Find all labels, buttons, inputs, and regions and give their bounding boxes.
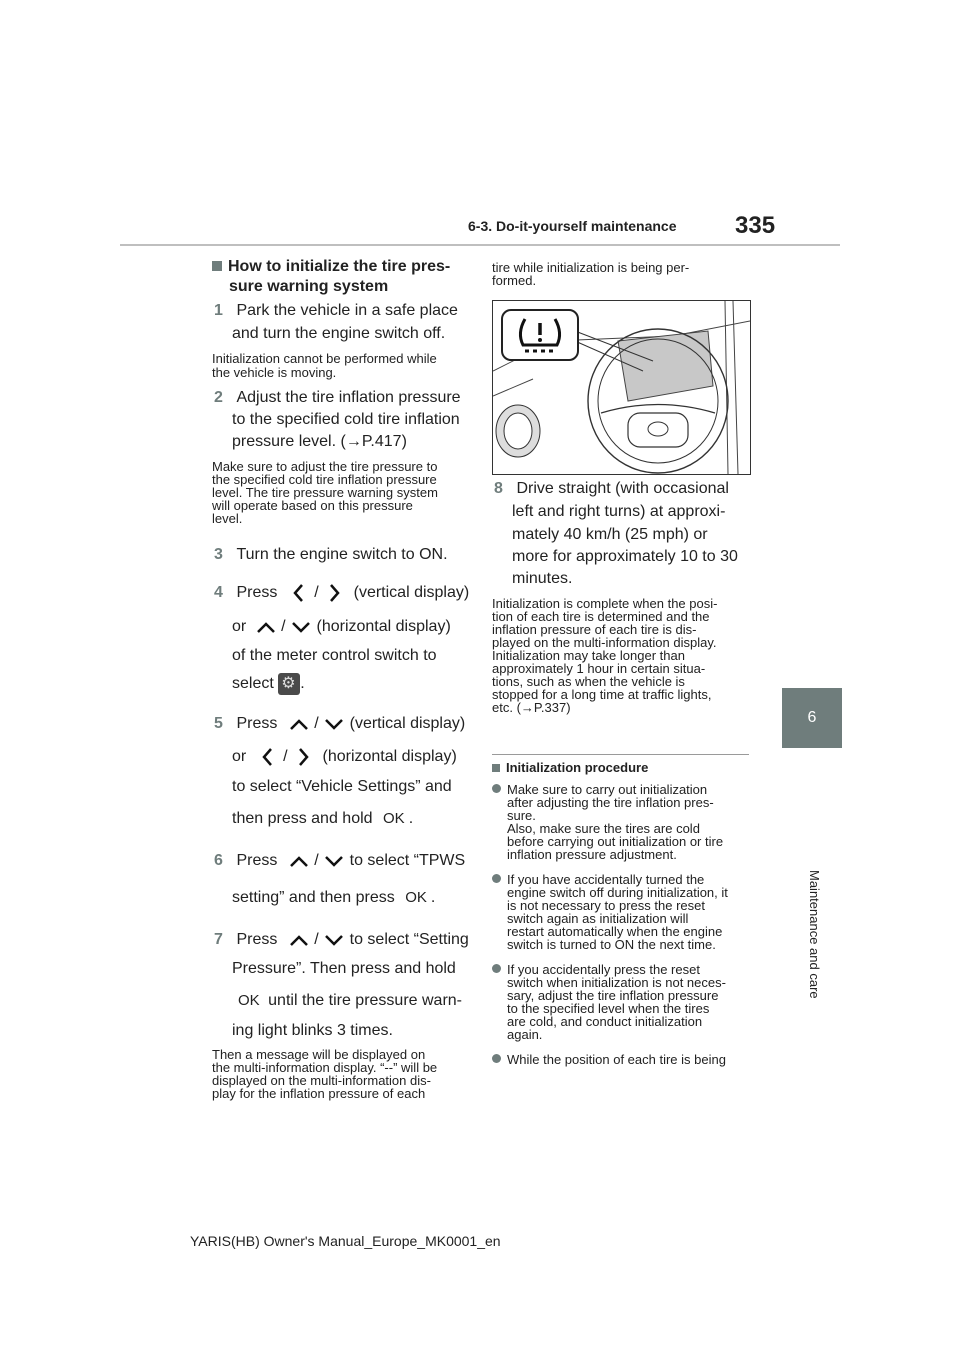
bullet-4-line1: While the position of each tire is being bbox=[492, 1053, 726, 1066]
ok-button-icon: OK bbox=[405, 889, 427, 906]
step-7-line2: Pressure”. Then press and hold bbox=[232, 960, 456, 977]
chevron-down-icon bbox=[323, 715, 345, 733]
step-4-line4: select ⚙ . bbox=[232, 673, 305, 695]
bullet-3-line2: switch when initialization is not neces- bbox=[507, 975, 726, 990]
heading-initialize-cont: sure warning system bbox=[229, 278, 389, 295]
bullet-1-line2: after adjusting the tire inflation pres- bbox=[507, 795, 714, 810]
settings-gear-icon bbox=[278, 673, 300, 695]
step-7-line4: ing light blinks 3 times. bbox=[232, 1022, 393, 1039]
bullet-3-line3: sary, adjust the tire inflation pressure bbox=[507, 988, 719, 1003]
step-5-line2: or / (horizontal display) bbox=[232, 746, 457, 768]
bullet-2-line4: switch again as initialization will bbox=[507, 911, 689, 926]
bullet-1-line6: inflation pressure adjustment. bbox=[507, 847, 677, 862]
bullet-1-line5: before carrying out initialization or tire bbox=[507, 834, 724, 849]
note-8-line3: inflation pressure of each tire is dis- bbox=[492, 622, 697, 637]
chevron-up-icon bbox=[288, 931, 310, 949]
note-8-line2: tion of each tire is determined and the bbox=[492, 609, 710, 624]
chevron-down-icon bbox=[290, 618, 312, 636]
page-number: 335 bbox=[735, 212, 776, 239]
cont-line2: formed. bbox=[492, 273, 537, 288]
note-8-line7: tions, such as when the vehicle is bbox=[492, 674, 685, 689]
note-2-line2: the specified cold tire inflation pressure bbox=[212, 472, 437, 487]
bullet-3-line5: are cold, and conduct initialization bbox=[507, 1014, 703, 1029]
chapter-number: 6 bbox=[807, 709, 817, 726]
tire-pressure-warning-icon bbox=[503, 311, 577, 359]
bullet-1-line4: Also, make sure the tires are cold bbox=[507, 821, 700, 836]
note-2-line1: Make sure to adjust the tire pressure to bbox=[212, 459, 438, 474]
bullet-dot-icon bbox=[492, 874, 501, 883]
bullet-2-line5: restart automatically when the engine bbox=[507, 924, 723, 939]
note-2-line3: level. The tire pressure warning system bbox=[212, 485, 438, 500]
square-bullet-icon bbox=[492, 764, 500, 772]
section-title: 6-3. Do-it-yourself maintenance bbox=[468, 218, 677, 234]
chevron-right-icon bbox=[292, 746, 314, 768]
note-8-line4: played on the multi-information display. bbox=[492, 635, 717, 650]
step-2-line2: to the specified cold tire inflation bbox=[232, 411, 460, 428]
note-2-line5: level. bbox=[212, 511, 243, 526]
chevron-left-icon bbox=[288, 582, 310, 604]
step-6: 6 Press / to select “TPWS bbox=[214, 852, 466, 869]
note-7-line3: displayed on the multi-information dis- bbox=[212, 1073, 431, 1088]
bullet-dot-icon bbox=[492, 1054, 501, 1063]
chapter-tab bbox=[782, 688, 842, 748]
footer-text: YARIS(HB) Owner's Manual_Europe_MK0001_en bbox=[190, 1233, 501, 1249]
bullet-3-line6: again. bbox=[507, 1027, 543, 1042]
chapter-label: Maintenance and care bbox=[807, 870, 822, 999]
ok-button-icon: OK bbox=[383, 810, 405, 827]
chevron-up-icon bbox=[255, 618, 277, 636]
note-1-line2: the vehicle is moving. bbox=[212, 365, 337, 380]
chevron-up-icon bbox=[288, 715, 310, 733]
note-8-line5: Initialization may take longer than bbox=[492, 648, 685, 663]
step-5: 5 Press / (vertical display) bbox=[214, 715, 466, 732]
bullet-3-line1: If you accidentally press the reset bbox=[492, 963, 700, 976]
note-7-line4: play for the inflation pressure of each bbox=[212, 1086, 426, 1101]
square-bullet-icon bbox=[212, 261, 222, 271]
bullet-dot-icon bbox=[492, 784, 501, 793]
bullet-1-line1: Make sure to carry out initialization bbox=[492, 783, 707, 796]
step-8-line5: minutes. bbox=[512, 570, 573, 587]
step-8-line3: mately 40 km/h (25 mph) or bbox=[512, 526, 708, 543]
step-3: 3 Turn the engine switch to ON. bbox=[214, 546, 448, 563]
note-8-line8: stopped for a long time at traffic lights, bbox=[492, 687, 712, 702]
step-4: 4 Press / (vertical display) bbox=[214, 582, 469, 604]
ok-button-icon: OK bbox=[238, 992, 260, 1009]
step-7-line3: OK until the tire pressure warn- bbox=[238, 992, 462, 1009]
heading-initialize: How to initialize the tire pres- bbox=[212, 256, 450, 278]
step-2-line3: pressure level. (→P.417) bbox=[232, 433, 407, 450]
note-7-line2: the multi-information display. “--” will be bbox=[212, 1060, 438, 1075]
section-divider bbox=[492, 754, 749, 755]
note-1-line1: Initialization cannot be performed while bbox=[212, 351, 437, 366]
note-8-line6: approximately 1 hour in certain situa- bbox=[492, 661, 706, 676]
step-5-line4: then press and hold OK . bbox=[232, 810, 414, 827]
procedure-heading: Initialization procedure bbox=[492, 760, 648, 775]
step-1: 1 Park the vehicle in a safe place bbox=[214, 302, 458, 319]
bullet-2-line2: engine switch off during initialization, it bbox=[507, 885, 728, 900]
chevron-up-icon bbox=[288, 852, 310, 870]
cont-line1: tire while initialization is being per- bbox=[492, 260, 690, 275]
step-4-line2: or / (horizontal display) bbox=[232, 618, 451, 635]
dashboard-illustration bbox=[492, 300, 751, 475]
step-1-line2: and turn the engine switch off. bbox=[232, 325, 446, 342]
header-rule bbox=[120, 244, 840, 246]
chevron-down-icon bbox=[323, 931, 345, 949]
chevron-right-icon bbox=[323, 582, 345, 604]
note-2-line4: will operate based on this pressure bbox=[212, 498, 413, 513]
tire-pressure-callout bbox=[501, 309, 579, 361]
step-4-line3: of the meter control switch to bbox=[232, 647, 437, 664]
note-7-line1: Then a message will be displayed on bbox=[212, 1047, 426, 1062]
step-8-line4: more for approximately 10 to 30 bbox=[512, 548, 738, 565]
bullet-1-line3: sure. bbox=[507, 808, 536, 823]
step-8-line2: left and right turns) at approxi- bbox=[512, 503, 726, 520]
step-5-line3: to select “Vehicle Settings” and bbox=[232, 778, 452, 795]
bullet-2-line1: If you have accidentally turned the bbox=[492, 873, 704, 886]
step-2: 2 Adjust the tire inflation pressure bbox=[214, 389, 461, 406]
bullet-dot-icon bbox=[492, 964, 501, 973]
bullet-2-line6: switch is turned to ON the next time. bbox=[507, 937, 716, 952]
chevron-down-icon bbox=[323, 852, 345, 870]
bullet-3-line4: to the specified level when the tires bbox=[507, 1001, 710, 1016]
chevron-left-icon bbox=[257, 746, 279, 768]
bullet-2-line3: is not necessary to press the reset bbox=[507, 898, 705, 913]
step-6-line2: setting” and then press OK . bbox=[232, 889, 436, 906]
note-8-line1: Initialization is complete when the posi- bbox=[492, 596, 718, 611]
note-8-line9: etc. (→P.337) bbox=[492, 700, 571, 715]
step-8: 8 Drive straight (with occasional bbox=[494, 480, 729, 497]
step-7: 7 Press / to select “Setting bbox=[214, 931, 469, 948]
